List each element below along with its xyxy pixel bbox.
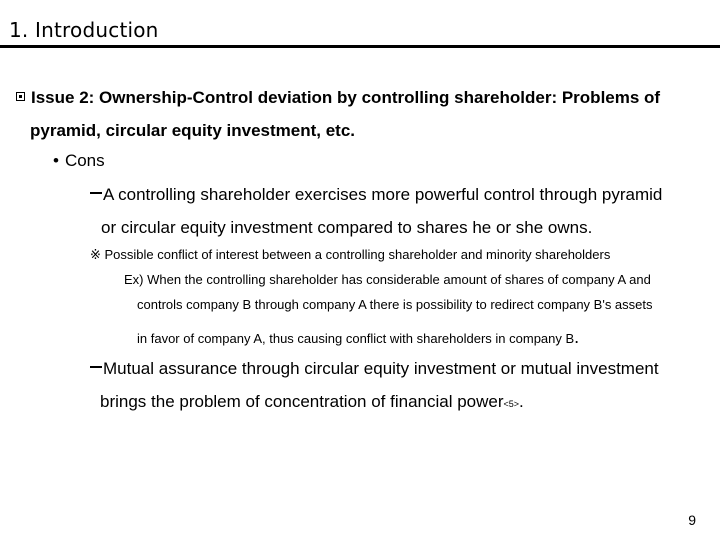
dash-icon xyxy=(90,192,102,194)
bullet-dot-icon: • xyxy=(53,151,59,170)
cons-point-1-line-2: or circular equity investment compared to shares he or she owns. xyxy=(101,218,593,237)
cons-heading xyxy=(53,151,105,171)
issue-heading-line-1: Issue 2: Ownership-Control deviation by controlling shareholder: Problems of xyxy=(31,88,661,107)
cons-point-2-period: . xyxy=(519,392,524,411)
example-line-3 xyxy=(137,327,579,348)
cons-point-2-line-2 xyxy=(100,392,524,412)
cons-point-1-line-1 xyxy=(90,185,662,205)
page-number: 9 xyxy=(688,512,696,528)
cons-point-2-text-1: Mutual assurance through circular equity investment or mutual investment xyxy=(103,359,659,378)
dash-icon xyxy=(90,366,102,368)
square-bullet-icon xyxy=(16,92,25,101)
issue-heading-line-2: pyramid, circular equity investment, etc. xyxy=(30,121,356,140)
title-divider xyxy=(0,45,720,48)
conflict-note: ※ Possible conflict of interest between a controlling shareholder and minority shareholders xyxy=(90,247,611,262)
slide-title: 1. Introduction xyxy=(9,18,159,42)
example-line-2: controls company B through company A there is possibility to redirect company B's assets xyxy=(137,297,653,312)
cons-point-1-text-1: A controlling shareholder exercises more powerful control through pyramid xyxy=(103,185,663,204)
cons-point-2-text-2: brings the problem of concentration of financial power xyxy=(100,392,504,411)
example-line-1: Ex) When the controlling shareholder has considerable amount of shares of company A and xyxy=(124,272,651,287)
cons-point-2-line-1 xyxy=(90,359,659,379)
example-line-3-text: in favor of company A, thus causing conflict with shareholders in company B xyxy=(137,331,575,346)
cons-label: Cons xyxy=(64,151,105,170)
reference-marker: <5> xyxy=(503,398,520,409)
example-line-3-period: . xyxy=(574,327,580,347)
